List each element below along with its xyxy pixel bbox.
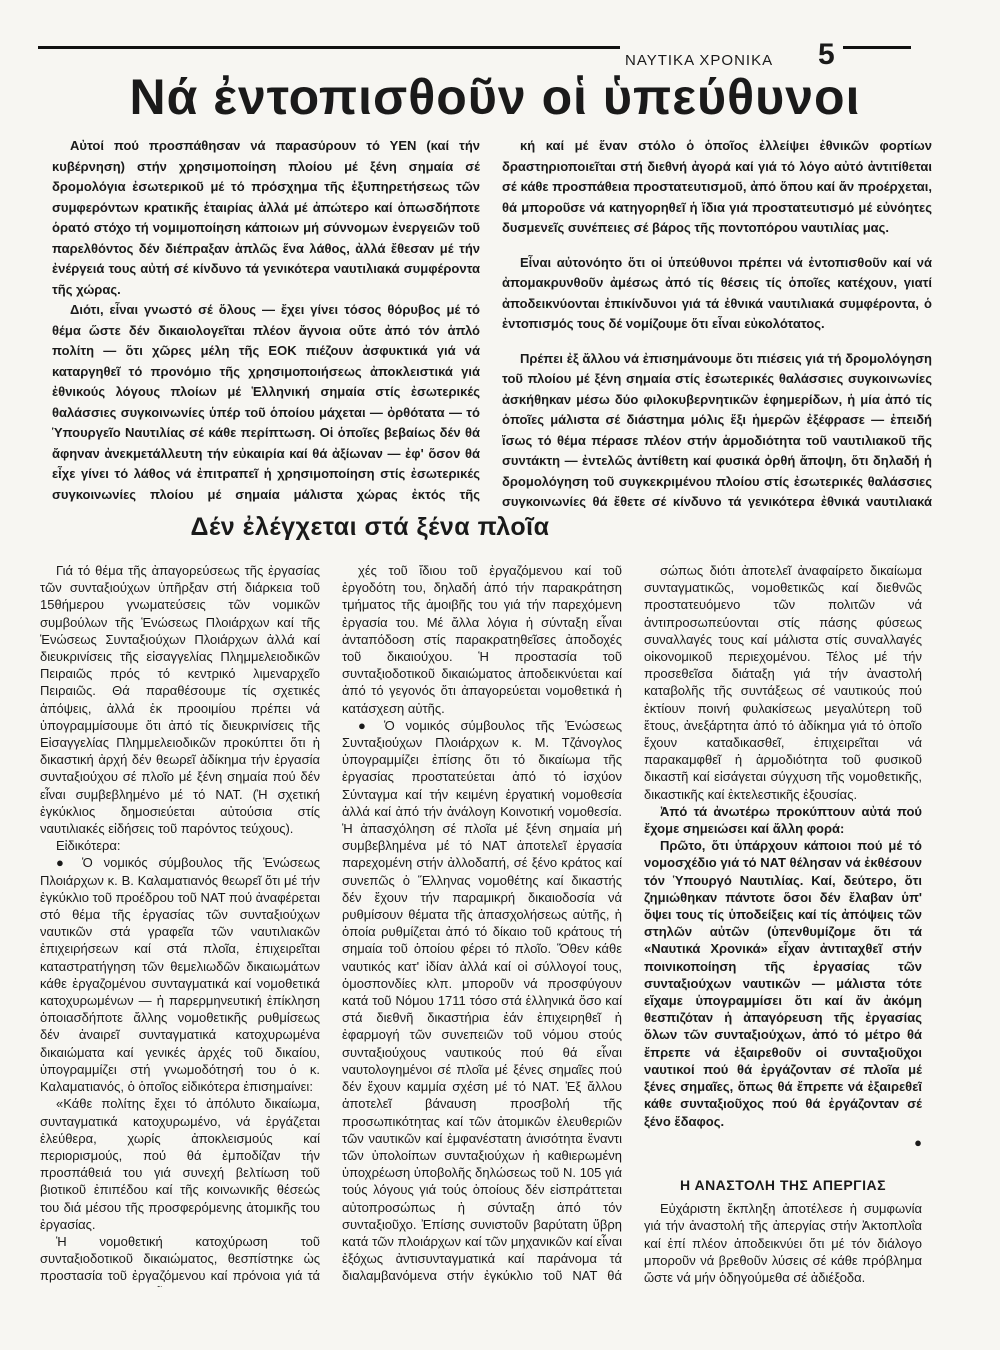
article-paragraph: ● Ὁ νομικός σύμβουλος τῆς Ἑνώσεως Συνταξιούχων Πλοιάρχων κ. Μ. Τζάνογλος ὑπογραμμίζει ἐπίσης ὅτι τό δικαίωμα τῆς ἐργασίας προστατεύεται ἀπό τό ἰσχύον Σύνταγμα καί τήν κειμένη ἐργατική νομοθεσία ἀλλά καί ἀπό τήν ἀνάλογη Κοινοτική νομοθεσία. Ἡ ἀπασχόληση σέ πλοῖα μέ ξένη σημαία μή συμβεβλημένα μέ τό ΝΑΤ ἀποτελεῖ ἐργασία παρεχομένη στήν ἀλλοδαπή, σέ ξένο κράτος καί συνεπῶς ὁ Ἕλληνας νομοθέτης καί δικαστής δέν ἔχουν τήν παραμικρή δικαιοδοσία νά ρυθμίσουν θέματα τῆς ἀπασχολήσεως αὐτῆς, ἡ ὁποία ρυθμίζεται ἀπό τό δίκαιο τοῦ κράτους τή σημαία τοῦ ὁποίου φέρει τό πλοῖο. Ὅθεν κάθε ναυτικός κατ' ἰδίαν ἀλλά καί οἱ σύλλογοί τους, ὁμοσπονδίες κλπ. μποροῦν νά προσφύγουν κατά τοῦ Νόμου 1711 τόσο στά ἑλληνικά ὅσο καί στά διεθνῆ δικαστήρια ἐάν ἐπιχειρηθεῖ ἡ ἐφαρμογή τῶν συνεπειῶν τοῦ νόμου στούς συνταξιούχους ναυτικούς πού θά εἶναι ναυτολογημένοι σέ πλοῖα μέ ξένες σημαῖες πού δέν ἔχουν καμμία σχέση μέ τό ΝΑΤ. Ἐξ ἄλλου ἀποτελεῖ βάναυση προσβολή τῆς προσωπικότητας καί τῶν ἀτομικῶν ἐλευθεριῶν τῶν ναυτικῶν καί ἐμφανέστατη ἀνισότητα ἔναντι τῶν ὑπολοίπων συνταξιούχων ἡ καθιερωμένη ὑποχρέωση ὑποβολῆς δηλώσεως τοῦ Ν. 105 γιά τούς λόγους γιά τούς ὁποίους δέν εἰσπράττεται αὐτοπροσώπως ἡ σύνταξη ἀπό τόν συνταξιοῦχο. Ἐπίσης συνιστοῦν βαρύτατη ὕβρη κατά τῶν πλοιάρχων καί τῶν μηχανικῶν καί εἶναι ἐξόχως ἀντισυνταγματικά καί παράνομα τά διαλαμβανόμενα στήν ἐγκύκλιο τοῦ ΝΑΤ θά [342,717,622,1287]
lead-paragraph: Διότι, εἶναι γνωστό σέ ὅλους — ἔχει γίνει τόσος θόρυβος μέ τό θέμα ὥστε δέν δικαιολογεῖται πλέον ἄγνοια οὔτε ἀπό τόν ἁπλό πολίτη — ὅτι χῶρες μέλη τῆς ΕΟΚ πιέζουν ἀσφυκτικά γιά νά καταργηθεῖ τό προνόμιο τῆς χρησιμοποιήσεως ἀποκλειστικά γιά ἐθνικούς λόγους πλοίων μέ Ἑλληνική σημαία στίς ἐσωτερικές θαλάσσιες συγκοινωνίες ὑπέρ τοῦ ὁποίου μάχεται — ὀρθότατα — τό Ὑπουργεῖο Ναυτιλίας σέ κάθε περίπτωση. Οἱ ὁποῖες βεβαίως δέν θά ἄφηναν ἀνεκμετάλλευτη τήν εὐκαιρία καί θά ἀξίωναν — ἐφ' ὅσον θά εἶχε γίνει τό λάθος νά ἐπιτραπεῖ ἡ χρησιμοποίηση στίς ἐσωτερικές συγκοινωνίες πλοίου μέ σημαία μάλιστα χώρας ἐκτός τῆς [52,302,480,502]
article-paragraph: χές τοῦ ἴδιου τοῦ ἐργαζόμενου καί τοῦ ἐργοδότη του, δηλαδή ἀπό τήν παρακράτηση τμήματος τῆς ἀμοιβῆς του γιά τήν παρεχόμενη ἐργασία του. Μέ ἄλλα λόγια ἡ σύνταξη εἶναι ἀνταπόδοση στίς παρακρατηθεῖσες ἀποδοχές τοῦ δικαιούχου. Ἡ προστασία τοῦ συνταξιοδοτικοῦ δικαιώματος ἀποδεικνύεται καί ἀπό τό γεγονός ὅτι ἀπαγορεύεται νομοθετικά ἡ κατάσχεση αὐτῆς. [342,563,622,716]
header-rule-right [843,46,911,49]
article-column-3 [644,562,922,1287]
article-paragraph [644,1286,922,1287]
article-paragraph: Πρῶτο, ὅτι ὑπάρχουν κάποιοι πού μέ τό νομοσχέδιο γιά τό ΝΑΤ θέλησαν νά ἐκθέσουν τόν Ὑπουργό Ναυτιλίας. Καί, δεύτερο, ὅτι ζημιώθηκαν πάντοτε ὅσοι δέν ἔλαβαν ὑπ' ὄψει τους τίς ὑποδείξεις καί τίς ἀπόψεις τῶν στηλῶν αὐτῶν (ὑπενθυμίζομε ὅτι τά «Ναυτικά Χρονικά» εἶχαν ἀντιταχθεῖ στήν ποινικοποίηση τῆς ἐργασίας τῶν συνταξιούχων ναυτικῶν — μάλιστα τότε εἴχαμε ὑπογραμμίσει ὅτι καί ἄν ἀκόμη θεσπιζόταν ἡ ἀπαγόρευση τῆς ἐργασίας ὅλων τῶν συνταξιούχων, ἀπό τό μέτρο θά ἔπρεπε νά ἐξαιρεθοῦν οἱ συνταξιοῦχοι ναυτικοί πού θά ἐργάζονταν σέ πλοῖα μέ ξένες σημαῖες, ὅπως θά ἔπρεπε νά ἐξαιρεθεῖ κάθε συνταξιοῦχος πού θά ἐργάζονταν σέ ξένο ἔδαφος. [644,838,922,1129]
header-rule-left [38,46,620,49]
article-paragraph: «Κάθε πολίτης ἔχει τό ἀπόλυτο δικαίωμα, συνταγματικά κατοχυρωμένο, νά ἐργάζεται ἐλεύθερα, χωρίς ἀποκλεισμούς καί περιορισμούς, πού θά ἐμποδίζαν τήν προσπάθειά του γιά συνεχή βελτίωση τοῦ βιοτικοῦ ἐπιπέδου καί τῆς κοινωνικῆς θέσεώς του διά μέσου τῆς προσφερόμενης ἀτομικῆς του ἐργασίας. [40,1096,320,1232]
lead-paragraph: Πρέπει ἐξ ἄλλου νά ἐπισημάνουμε ὅτι πιέσεις γιά τή δρομολόγηση τοῦ πλοίου μέ ξένη σημαία στίς ἐσωτερικές θαλάσσιες συγκοινωνίες ἀσκήθηκαν μέσω δύο φιλοκυβερνητικῶν ἐφημερίδων, ἡ μία ἀπό τίς ὁποῖες μάλιστα σέ διάστημα μόλις ἕξι ἡμερῶν ἐξέφρασε — ἐπειδή ἴσως τό θέμα πέρασε πλέον στήν ἁρμοδιότητα τοῦ ναυτιλιακοῦ τῆς συντάκτη — ἐντελῶς ἀντίθετη καί φυσικά ὀρθή ἄποψη, ὅτι δηλαδή ἡ δρομολόγηση τοῦ συγκεκριμένου πλοίου στίς ἐσωτερικές θαλάσσιες συγκοινωνίες θά ἔθετε σέ κίνδυνο τά γενικότερα ἐθνικά ναυτιλιακά [502,350,932,508]
article-column-2 [342,562,622,1287]
main-headline: Νά ἐντοπισθοῦν οἱ ὑπεύθυνοι [129,69,861,125]
article-paragraph: Γιά τό θέμα τῆς ἀπαγορεύσεως τῆς ἐργασίας τῶν συνταξιούχων ὑπῆρξαν στή διάρκεια τοῦ 15θήμερου γνωματεύσεις τῶν νομικῶν συμβούλων τῆς Ἑνώσεως Πλοιάρχων καί τῆς Ἑνώσεως Συνταξιούχων Πλοιάρχων ἀλλά καί διευκρινίσεις τῆς εἰσαγγελίας Πλημμελειοδικῶν Πειραιῶς πρός τό κεντρικό λιμεναρχεῖο Πειραιῶς. Θά παραθέσουμε τίς σχετικές ἀπόψεις, ἀλλά ἐκ προοιμίου πρέπει νά ὑπογραμμίσουμε ὅτι ἀπό τίς διευκρινίσεις τῆς Εἰσαγγελίας Πλημμελειοδικῶν προκύπτει ὅτι ἡ δικαστική ἀρχή δέν θεωρεῖ ἀδίκημα τήν ἐργασία συνταξιούχου σέ πλοῖο μέ ξένη σημαία πού δέν εἶναι συμβεβλημένο μέ τό ΝΑΤ. (Ἡ σχετική ἐγκύκλιος δημοσιεύεται αὐτούσια στίς ναυτιλιακές εἰδήσεις τοῦ παρόντος τεύχους). [40,563,320,837]
lead-paragraph: Αὐτοί πού προσπάθησαν νά παρασύρουν τό ΥΕΝ (καί τήν κυβέρνηση) στήν χρησιμοποίηση πλοίου μέ ξένη σημαία σέ δρομολόγια ἐσωτερικοῦ μέ τό πρόσχημα τῆς ἐξυπηρετήσεως τῶν συμφερόντων κρατικῆς ἑταιρίας ἀλλά μέ ἀπώτερο καί ὁπωσδήποτε ὁρατό στόχο τή νομιμοποίηση κάποιων μή σύννομων ἐνεργειῶν τοῦ παρελθόντος δέν διέπραξαν ἁπλῶς ἕνα λάθος, ἀλλά ἔθεσαν μέ τήν ἐνέργειά τους αὐτή σέ κίνδυνο τά γενικότερα ναυτιλιακά συμφέροντα τῆς χώρας. [52,138,480,297]
lead-paragraph: Εἶναι αὐτονόητο ὅτι οἱ ὑπεύθυνοι πρέπει νά ἐντοπισθοῦν καί νά ἀπομακρυνθοῦν ἀμέσως ἀπό τίς θέσεις τίς ὁποῖες κατέχουν, γιατί ἀποδεικνύονται ἐπικίνδυνοι γιά τά ἐθνικά ναυτιλιακά συμφέροντα, ὁ ἐντοπισμός τους δέ νομίζουμε ὅτι εἶναι εὐκολότατος. [502,254,932,331]
lead-column-left [52,136,480,508]
end-of-article-mark: ● [914,1134,922,1150]
publication-name: ΝΑΥΤΙΚΑ ΧΡΟΝΙΚΑ [625,52,774,69]
lead-column-right [502,136,932,508]
article-paragraph: Εἰδικότερα: [56,838,121,854]
lead-paragraph: κή καί μέ ἕναν στόλο ὁ ὁποῖος ἐλλείψει ἐθνικῶν φορτίων δραστηριοποιεῖται στή διεθνή ἀγορά καί γιά τό λόγο αὐτό ἀντιτίθεται σέ κάθε προσπάθεια προστατευτισμοῦ, ἀπό ὅπου καί ἄν προέρχεται, θά μποροῦσε νά κατηγορηθεῖ ἡ ἴδια γιά προστατευτισμό μέ εὐνόητες δυσμενεῖς συνέπειες σέ βάρος τῆς ποντοπόρου ναυτιλίας μας. [502,138,932,235]
article-paragraph: Ἡ νομοθετική κατοχύρωση τοῦ συνταξιοδοτικοῦ δικαιώματος, θεσπίστηκε ὡς προστασία τοῦ ἐργαζόμενου καί πρόνοια γιά τά [40,1233,320,1284]
article-paragraph: σώπως διότι ἀποτελεῖ ἀναφαίρετο δικαίωμα συνταγματικῶς, νομοθετικῶς καί διεθνῶς προστατευόμενο τῶν πολιτῶν νά ἀντιπροσωπεύονται στίς πάσης φύσεως συναλλαγές τους καί μάλιστα στίς συναλλαγές οἰκονομικοῦ περιεχομένου. Τέλος μέ τήν προσεθεῖσα διάταξη γιά τήν ἀναστολή καταβολῆς τῆς συντάξεως σέ ναυτικούς πού ἐκτίουν ποινή φυλακίσεως μεγαλύτερη τοῦ ἔτους, ἀνεξάρτητα ἀπό τό ἀδίκημα γιά τό ὁποῖο ἔχουν καταδικασθεῖ, ἐπιχειρεῖται νά παρακαμφθεῖ ἡ ἁρμοδιότητα τοῦ φυσικοῦ δικαστῆ καί εἰσάγεται σύγχυση τῆς νομοθετικῆς, δικαστικῆς καί ἐκτελεστικῆς ἐξουσίας. [644,563,922,802]
page-number: 5 [818,38,835,71]
article-paragraph: Ἀπό τά ἀνωτέρω προκύπτουν αὐτά πού ἔχομε σημειώσει καί ἄλλη φορά: [644,803,922,837]
article-paragraph: Εὐχάριστη ἔκπληξη ἀποτέλεσε ἡ συμφωνία γιά τήν ἀναστολή τῆς ἀπεργίας στήν Ἀκτοπλοΐα καί ἐπί πλέον ἀποδεικνύει ὅτι μέ τόν διάλογο μποροῦν νά βρεθοῦν λύσεις σέ κάθε πρόβλημα ὥστε νά μήν ὁδηγούμεθα σέ ἀδιέξοδα. [644,1201,922,1285]
article-column-1 [40,562,320,1287]
section-title: Η ΑΝΑΣΤΟΛΗ ΤΗΣ ΑΠΕΡΓΙΑΣ [679,1176,886,1193]
article-paragraph: ● Ὁ νομικός σύμβουλος τῆς Ἑνώσεως Πλοιάρχων κ. Β. Καλαματιανός θεωρεῖ ὅτι μέ τήν ἐγκύκλιο τοῦ προέδρου τοῦ ΝΑΤ πού ἀναφέρεται στό θέμα τῆς ἐργασίας τῶν συνταξιούχων ναυτικῶν στά γραφεῖα τῶν ναυτιλιακῶν ἐπιχειρήσεων καί στά πλοῖα, ἐπιχειρεῖται καταστρατήγηση τῶν θεμελιωδῶν δικαιωμάτων κάθε ἐργαζομένου συνταγματικά καί νομοθετικά κατοχυρωμένων — ἡ παρερμηνευτική ἐπίκληση ὁποιασδήποτε ἄλλης νομοθετικῆς ρυθμίσεως δέν ἀναιρεῖ συνταγματικά κατοχυρωμένα δικαιώματα καί γενικές ἀρχές τοῦ δικαίου, ὑπογραμμίζει στή γνωμοδότησή του ὁ κ. Καλαματιανός, ὁ ὁποῖος εἰδικότερα ἐπισημαίνει: [40,854,320,1095]
article-headline: Δέν ἐλέγχεται στά ξένα πλοῖα [190,513,550,541]
